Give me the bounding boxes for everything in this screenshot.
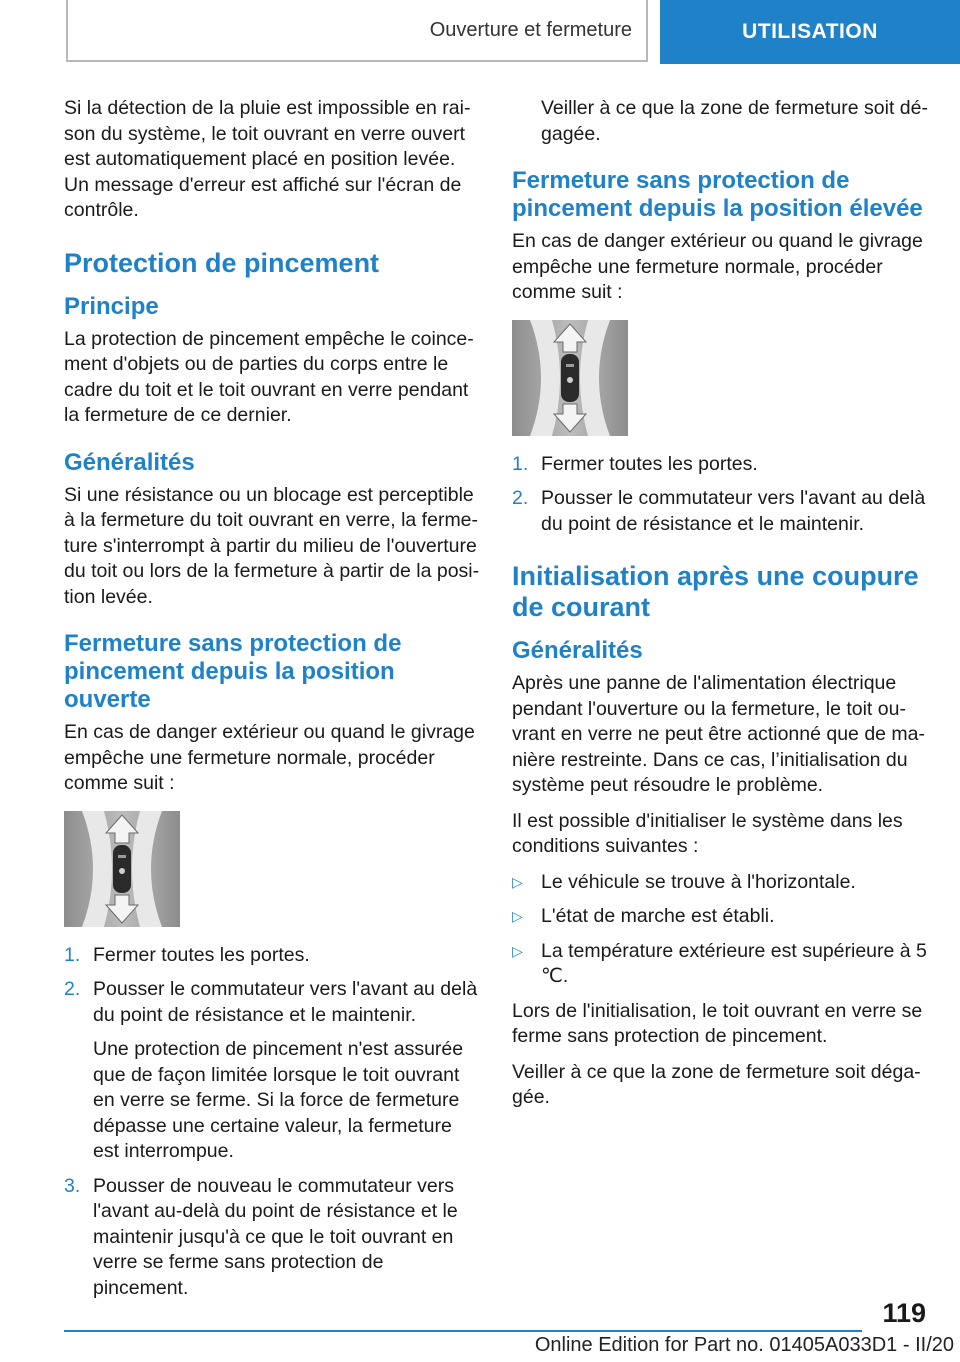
principe-paragraph: La protection de pincement empêche le coincement d'objets ou de parties du corps entre le cadre du toit et le toit ouvrant en verre pendant la fermeture de ce dernier.: [64, 327, 474, 426]
list-item: [64, 1174, 480, 1302]
roof-switch-icon: [512, 320, 628, 436]
step-number: 1.: [64, 943, 81, 966]
continued-paragraph: Veiller à ce que la zone de fermeture soit dégagée.: [541, 97, 928, 145]
heading-generalites: Généralités: [64, 448, 195, 476]
bullet-text: Le véhicule se trouve à l'horizontale.: [541, 870, 856, 893]
header-section-title: [66, 0, 648, 62]
step-number: 1.: [512, 452, 529, 475]
triangle-bullet-icon: ▷: [512, 873, 523, 890]
step-number: 2.: [64, 978, 81, 1000]
step-note: Une protection de pincement n'est assurée que de façon limitée lorsque le toit ouvrant en verre se ferme. Si la force de fermeture dépasse une certaine valeur, la fermeture est interrompue.: [93, 1038, 464, 1162]
generalites-paragraph: Si une résistance ou un blocage est perceptible à la fermeture du toit ouvrant en verre, la fermeture s'interrompt à partir du milieu de l'ouverture du toit ou lors de la fermeture à partir de la position levée.: [64, 483, 480, 608]
list-item: [512, 486, 928, 537]
page-number: 119: [882, 1298, 926, 1328]
step-text: Pousser de nouveau le commutateur vers l'avant au-delà du point de résistance et le maintenir jusqu'à ce que le toit ouvrant en verre se ferme sans protection de pincement.: [93, 1174, 458, 1299]
step-number: 2.: [512, 487, 529, 509]
left-column: [64, 96, 480, 1310]
heading-principe: Principe: [64, 292, 159, 320]
heading-protection: Protection de pincement: [64, 247, 380, 278]
list-item: [512, 452, 928, 478]
heading-generalites: Généralités: [512, 637, 643, 664]
conditions-list: [512, 870, 928, 990]
step-text: Pousser le commutateur vers l'avant au delà du point de résistance et le maintenir.: [93, 978, 478, 1026]
danger-paragraph: En cas de danger extérieur ou quand le givrage empêche une fermeture normale, procéder comme suit :: [64, 721, 475, 794]
list-item: [512, 939, 928, 990]
section-title: Ouverture et fermeture: [429, 18, 632, 41]
chapter-title: UTILISATION: [742, 20, 878, 43]
triangle-bullet-icon: ▷: [512, 942, 523, 959]
heading-initialisation: Initialisation après une coupure de courant: [512, 561, 919, 622]
roof-switch-icon: [64, 811, 180, 927]
step-text: Fermer toutes les portes.: [541, 452, 758, 475]
panne-paragraph: Après une panne de l'alimentation électrique pendant l'ouverture ou la fermeture, le toit ouvrant en verre ne peut être actionné que de manière restreinte. Dans ce cas, l’initialisation du système peut résoudre le problème.: [512, 672, 926, 796]
heading-fermeture-ouverte: Fermeture sans protection de pincement depuis la position ouverte: [64, 630, 402, 713]
step-text: Pousser le commutateur vers l'avant au delà du point de résistance et le maintenir.: [541, 487, 926, 535]
footer-edition: Online Edition for Part no. 01405A033D1 - II/20: [534, 1334, 954, 1356]
steps-list-left: [64, 943, 480, 1302]
step-number: 3.: [64, 1174, 81, 1197]
heading-fermeture-elevee: Fermeture sans protection de pincement depuis la position élevée: [512, 167, 923, 222]
triangle-bullet-icon: ▷: [512, 908, 523, 924]
init-paragraph: Lors de l'initialisation, le toit ouvrant en verre se ferme sans protection de pincement.: [512, 999, 923, 1047]
conditions-paragraph: Il est possible d'initialiser le système dans les conditions suivantes :: [512, 809, 903, 857]
footer-divider: [64, 1330, 862, 1332]
list-item: [64, 977, 480, 1165]
intro-paragraph: Si la détection de la pluie est impossible en raison du système, le toit ouvrant en verre ouvert est automatiquement placé en position levée. Un message d'erreur est affiché sur l'écran de contrôle.: [64, 97, 471, 221]
bullet-text: L'état de marche est établi.: [541, 905, 775, 927]
roof-switch-illustration: [512, 320, 628, 436]
list-item: [64, 943, 480, 969]
list-item: [512, 870, 928, 896]
roof-switch-illustration: [64, 811, 180, 927]
step-text: Fermer toutes les portes.: [93, 943, 310, 966]
list-item: [512, 904, 928, 930]
right-column: [512, 96, 928, 1121]
header-chapter-tab: [660, 0, 960, 64]
bullet-text: La température extérieure est supérieure à 5 ℃.: [541, 939, 927, 987]
final-paragraph: Veiller à ce que la zone de fermeture soit dégagée.: [512, 1060, 921, 1108]
steps-list-right: [512, 452, 928, 538]
danger-paragraph: En cas de danger extérieur ou quand le givrage empêche une fermeture normale, procéder comme suit :: [512, 230, 923, 303]
